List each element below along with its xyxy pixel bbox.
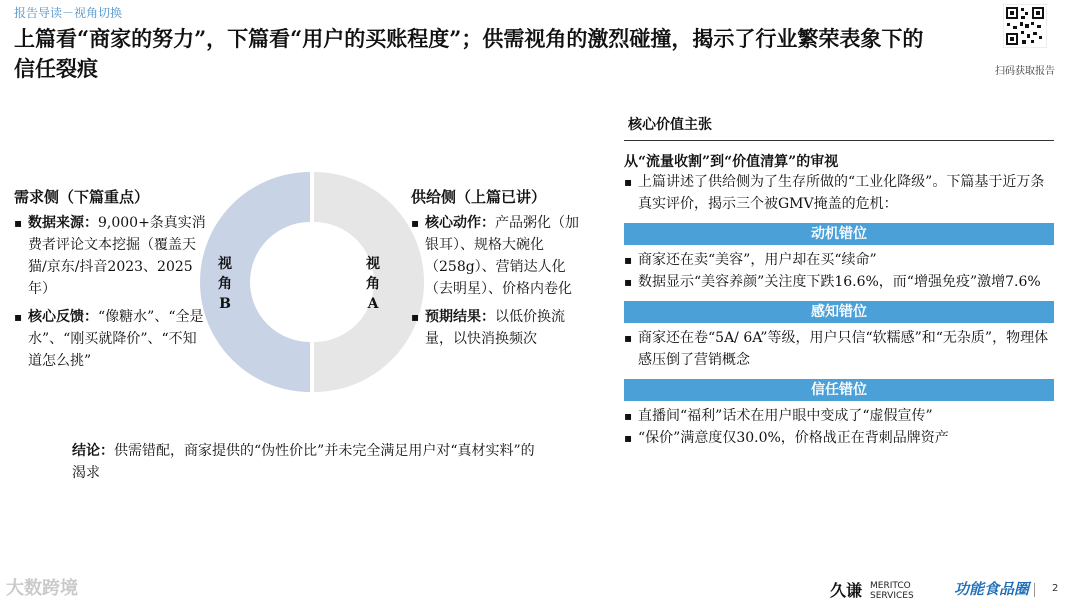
page-title: 上篇看“商家的努力”，下篇看“用户的买账程度”；供需视角的激烈碰撞，揭示了行业繁荣表象下的信任裂痕	[14, 26, 924, 81]
perspective-donut	[198, 168, 426, 396]
conclusion	[72, 440, 542, 484]
jiumi-logo: 久谦	[830, 581, 863, 600]
list-item: ▪ 数据显示“美容养颜”关注度下跌16.6%，而“增强免疫”激增7.6%	[624, 271, 1054, 293]
list-item: ▪ 商家还在卖“美容”，用户却在买“续命”	[624, 249, 1054, 271]
supply-heading: 供给侧（上篇已讲）	[411, 188, 547, 206]
list-item	[411, 212, 589, 300]
demand-list	[14, 212, 208, 378]
section-list-motive	[624, 249, 1054, 293]
demand-heading: 需求侧（下篇重点）	[14, 188, 150, 206]
breadcrumb: 报告导读－视角切换	[14, 6, 123, 20]
section-list-trust	[624, 405, 1054, 449]
item-text: 产品粥化（加银耳）、规格大碗化（258g）、营销达人化（去明星）、价格内卷化	[425, 215, 579, 297]
list-item: ▪ 直播间“福利”话术在用户眼中变成了“虚假宣传”	[624, 405, 1054, 427]
item-text: 以低价换流量，以快消换频次	[425, 309, 565, 347]
list-item: ▪ 商家还在卷“5A/ 6A”等级，用户只信“软糯感”和“无杂质”，物理体感压倒了营销概念	[624, 327, 1054, 371]
meritco-line-2: SERVICES	[870, 591, 914, 601]
meritco-logo	[870, 581, 914, 601]
panel-subtitle: 从“流量收割”到“价值清算”的审视	[624, 154, 839, 170]
list-item: ▪ “保价”满意度仅30.0%，价格战正在背刺品牌资产	[624, 427, 1054, 449]
section-bar-motive: 动机错位	[624, 223, 1054, 245]
page-number: 2	[1052, 583, 1059, 594]
panel-title: 核心价值主张	[624, 110, 1054, 141]
donut-label-a: 视角A	[366, 256, 380, 312]
supply-list	[411, 212, 589, 356]
conclusion-key: 结论：	[72, 443, 114, 459]
value-proposition-panel	[624, 110, 1054, 449]
item-key: 核心动作：	[425, 215, 495, 231]
item-text: 9,000+条真实消费者评论文本挖掘（覆盖天猫/京东/抖音2023、2025年）	[28, 215, 206, 297]
panel-intro-list	[624, 171, 1054, 215]
section-bar-perception: 感知错位	[624, 301, 1054, 323]
watermark: 大数跨境	[6, 578, 78, 599]
qr-code-icon[interactable]	[1003, 4, 1047, 56]
item-key: 预期结果：	[425, 309, 495, 325]
item-key: 数据来源：	[28, 215, 98, 231]
list-item: ▪ 上篇讲述了供给侧为了生存所做的“工业化降级”。下篇基于近万条真实评价，揭示三个被GMV掩盖的危机：	[624, 171, 1054, 215]
qr-caption: 扫码获取报告	[995, 66, 1055, 77]
section-list-perception	[624, 327, 1054, 371]
donut-label-b: 视角B	[218, 256, 232, 312]
item-key: 核心反馈：	[28, 309, 98, 325]
meritco-line-1: MERITCO	[870, 581, 911, 591]
conclusion-text: 供需错配，商家提供的“伪性价比”并未完全满足用户对“真材实料”的渴求	[72, 443, 535, 481]
item-text: “像糖水”、“全是水”、“刚买就降价”、“不知道怎么挑”	[28, 309, 204, 369]
list-item	[14, 212, 208, 300]
functional-food-logo: 功能食品圈	[954, 580, 1030, 598]
section-bar-trust: 信任错位	[624, 379, 1054, 401]
footer-divider	[1034, 583, 1035, 597]
list-item	[14, 306, 208, 372]
list-item	[411, 306, 589, 350]
